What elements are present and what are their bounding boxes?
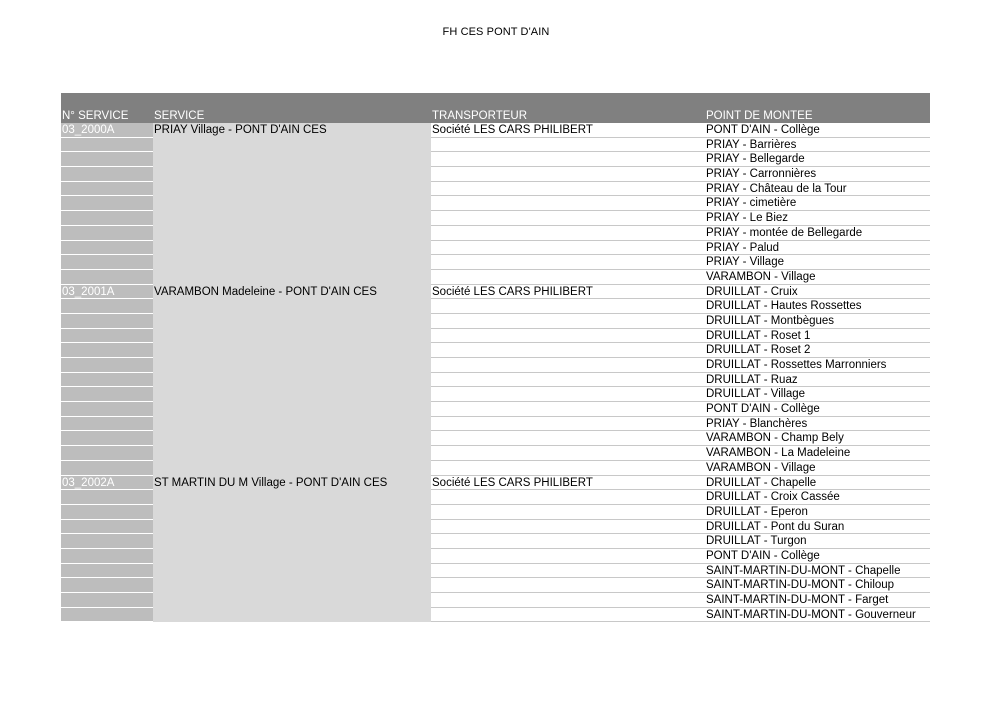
cell-transporteur — [431, 387, 705, 402]
cell-service — [153, 182, 431, 197]
cell-transporteur — [431, 608, 705, 623]
cell-point-de-montee: SAINT-MARTIN-DU-MONT - Chiloup — [705, 578, 930, 593]
cell-point-de-montee: DRUILLAT - Village — [705, 387, 930, 402]
cell-transporteur — [431, 417, 705, 432]
cell-num-service — [61, 255, 153, 270]
cell-service — [153, 461, 431, 476]
cell-num-service — [61, 417, 153, 432]
cell-num-service: 03_2001A — [61, 285, 153, 300]
cell-transporteur — [431, 402, 705, 417]
cell-transporteur — [431, 241, 705, 256]
table-row — [61, 196, 930, 211]
table-row — [61, 402, 930, 417]
cell-service — [153, 593, 431, 608]
cell-service — [153, 373, 431, 388]
table-row — [61, 534, 930, 549]
cell-num-service — [61, 211, 153, 226]
cell-service — [153, 138, 431, 153]
cell-point-de-montee: DRUILLAT - Pont du Suran — [705, 520, 930, 535]
cell-point-de-montee: DRUILLAT - Roset 2 — [705, 343, 930, 358]
cell-point-de-montee: DRUILLAT - Eperon — [705, 505, 930, 520]
cell-service — [153, 211, 431, 226]
table-row — [61, 343, 930, 358]
cell-transporteur — [431, 578, 705, 593]
cell-transporteur — [431, 299, 705, 314]
header-service: SERVICE — [154, 110, 205, 122]
cell-num-service — [61, 549, 153, 564]
cell-point-de-montee: VARAMBON - Village — [705, 270, 930, 285]
cell-transporteur: Société LES CARS PHILIBERT — [431, 285, 705, 300]
cell-point-de-montee: DRUILLAT - Chapelle — [705, 476, 930, 491]
cell-point-de-montee: PRIAY - cimetière — [705, 196, 930, 211]
table-row — [61, 255, 930, 270]
cell-service — [153, 608, 431, 623]
table-body — [61, 123, 930, 622]
cell-num-service — [61, 196, 153, 211]
cell-transporteur — [431, 211, 705, 226]
cell-num-service — [61, 138, 153, 153]
cell-transporteur — [431, 358, 705, 373]
cell-transporteur — [431, 373, 705, 388]
cell-service — [153, 196, 431, 211]
cell-point-de-montee: PONT D'AIN - Collège — [705, 402, 930, 417]
cell-transporteur — [431, 226, 705, 241]
cell-service — [153, 343, 431, 358]
table-row — [61, 490, 930, 505]
cell-num-service — [61, 534, 153, 549]
cell-point-de-montee: PRIAY - Bellegarde — [705, 152, 930, 167]
cell-point-de-montee: PRIAY - montée de Bellegarde — [705, 226, 930, 241]
cell-num-service — [61, 387, 153, 402]
cell-num-service — [61, 431, 153, 446]
cell-num-service — [61, 226, 153, 241]
header-transporteur: TRANSPORTEUR — [432, 110, 527, 122]
table-row — [61, 417, 930, 432]
cell-service — [153, 329, 431, 344]
cell-point-de-montee: PRIAY - Palud — [705, 241, 930, 256]
cell-transporteur — [431, 549, 705, 564]
cell-transporteur: Société LES CARS PHILIBERT — [431, 123, 705, 138]
cell-service — [153, 314, 431, 329]
cell-transporteur — [431, 152, 705, 167]
table-row — [61, 270, 930, 285]
cell-transporteur — [431, 593, 705, 608]
cell-point-de-montee: PONT D'AIN - Collège — [705, 549, 930, 564]
cell-transporteur — [431, 270, 705, 285]
cell-service — [153, 358, 431, 373]
cell-service — [153, 431, 431, 446]
cell-num-service — [61, 373, 153, 388]
cell-service — [153, 270, 431, 285]
cell-transporteur — [431, 431, 705, 446]
cell-service: PRIAY Village - PONT D'AIN CES — [153, 123, 431, 138]
table-row — [61, 431, 930, 446]
table-row — [61, 314, 930, 329]
table-row — [61, 446, 930, 461]
cell-num-service: 03_2000A — [61, 123, 153, 138]
table-row — [61, 329, 930, 344]
table-row — [61, 138, 930, 153]
table-row — [61, 285, 930, 300]
cell-point-de-montee: DRUILLAT - Montbègues — [705, 314, 930, 329]
cell-num-service — [61, 270, 153, 285]
cell-point-de-montee: DRUILLAT - Croix Cassée — [705, 490, 930, 505]
cell-service — [153, 534, 431, 549]
cell-transporteur — [431, 138, 705, 153]
cell-service — [153, 549, 431, 564]
cell-num-service — [61, 505, 153, 520]
table-row — [61, 505, 930, 520]
cell-transporteur — [431, 314, 705, 329]
cell-num-service — [61, 520, 153, 535]
cell-service — [153, 564, 431, 579]
header-point-de-montee: POINT DE MONTEE — [706, 110, 813, 122]
cell-num-service — [61, 608, 153, 623]
cell-num-service — [61, 446, 153, 461]
cell-point-de-montee: DRUILLAT - Hautes Rossettes — [705, 299, 930, 314]
cell-service — [153, 255, 431, 270]
cell-num-service — [61, 593, 153, 608]
cell-num-service — [61, 329, 153, 344]
header-band — [61, 93, 930, 109]
cell-point-de-montee: PRIAY - Carronnières — [705, 167, 930, 182]
cell-point-de-montee: PRIAY - Blanchères — [705, 417, 930, 432]
cell-transporteur — [431, 520, 705, 535]
table-row — [61, 461, 930, 476]
cell-point-de-montee: SAINT-MARTIN-DU-MONT - Gouverneur — [705, 608, 930, 623]
table-row — [61, 358, 930, 373]
cell-num-service — [61, 152, 153, 167]
cell-transporteur — [431, 255, 705, 270]
cell-point-de-montee: DRUILLAT - Ruaz — [705, 373, 930, 388]
cell-service — [153, 387, 431, 402]
table-row — [61, 211, 930, 226]
table-row — [61, 152, 930, 167]
cell-transporteur — [431, 182, 705, 197]
cell-service — [153, 167, 431, 182]
cell-point-de-montee: DRUILLAT - Cruix — [705, 285, 930, 300]
cell-num-service — [61, 490, 153, 505]
cell-num-service: 03_2002A — [61, 476, 153, 491]
table-row — [61, 476, 930, 491]
page-title: FH CES PONT D'AIN — [442, 26, 550, 38]
cell-point-de-montee: VARAMBON - Champ Bely — [705, 431, 930, 446]
cell-transporteur — [431, 167, 705, 182]
cell-transporteur — [431, 490, 705, 505]
cell-service — [153, 520, 431, 535]
cell-num-service — [61, 182, 153, 197]
table-row — [61, 226, 930, 241]
cell-service — [153, 241, 431, 256]
cell-transporteur — [431, 196, 705, 211]
table-row — [61, 373, 930, 388]
table-row — [61, 520, 930, 535]
cell-num-service — [61, 461, 153, 476]
cell-transporteur: Société LES CARS PHILIBERT — [431, 476, 705, 491]
cell-transporteur — [431, 505, 705, 520]
cell-num-service — [61, 299, 153, 314]
cell-point-de-montee: PRIAY - Barrières — [705, 138, 930, 153]
cell-service — [153, 402, 431, 417]
table-row — [61, 182, 930, 197]
cell-service — [153, 505, 431, 520]
header-num-service: N° SERVICE — [62, 110, 129, 122]
cell-point-de-montee: DRUILLAT - Turgon — [705, 534, 930, 549]
cell-service: ST MARTIN DU M Village - PONT D'AIN CES — [153, 476, 431, 491]
cell-transporteur — [431, 564, 705, 579]
cell-service — [153, 578, 431, 593]
cell-service — [153, 417, 431, 432]
cell-transporteur — [431, 461, 705, 476]
cell-transporteur — [431, 329, 705, 344]
cell-point-de-montee: SAINT-MARTIN-DU-MONT - Farget — [705, 593, 930, 608]
table-row — [61, 241, 930, 256]
cell-service: VARAMBON Madeleine - PONT D'AIN CES — [153, 285, 431, 300]
cell-service — [153, 490, 431, 505]
service-table — [61, 93, 930, 622]
cell-num-service — [61, 358, 153, 373]
cell-num-service — [61, 167, 153, 182]
cell-point-de-montee: PONT D'AIN - Collège — [705, 123, 930, 138]
cell-num-service — [61, 241, 153, 256]
cell-point-de-montee: PRIAY - Village — [705, 255, 930, 270]
cell-point-de-montee: VARAMBON - La Madeleine — [705, 446, 930, 461]
table-row — [61, 123, 930, 138]
table-header — [61, 109, 930, 123]
cell-transporteur — [431, 446, 705, 461]
table-row — [61, 387, 930, 402]
cell-num-service — [61, 578, 153, 593]
cell-num-service — [61, 343, 153, 358]
table-row — [61, 549, 930, 564]
cell-num-service — [61, 314, 153, 329]
cell-num-service — [61, 402, 153, 417]
table-row — [61, 578, 930, 593]
table-row — [61, 608, 930, 623]
cell-point-de-montee: PRIAY - Le Biez — [705, 211, 930, 226]
table-row — [61, 593, 930, 608]
table-row — [61, 564, 930, 579]
cell-transporteur — [431, 343, 705, 358]
cell-point-de-montee: DRUILLAT - Rossettes Marronniers — [705, 358, 930, 373]
cell-num-service — [61, 564, 153, 579]
table-row — [61, 167, 930, 182]
table-row — [61, 299, 930, 314]
cell-point-de-montee: DRUILLAT - Roset 1 — [705, 329, 930, 344]
cell-service — [153, 299, 431, 314]
cell-service — [153, 446, 431, 461]
cell-service — [153, 152, 431, 167]
cell-point-de-montee: SAINT-MARTIN-DU-MONT - Chapelle — [705, 564, 930, 579]
cell-point-de-montee: VARAMBON - Village — [705, 461, 930, 476]
cell-service — [153, 226, 431, 241]
cell-point-de-montee: PRIAY - Château de la Tour — [705, 182, 930, 197]
cell-transporteur — [431, 534, 705, 549]
